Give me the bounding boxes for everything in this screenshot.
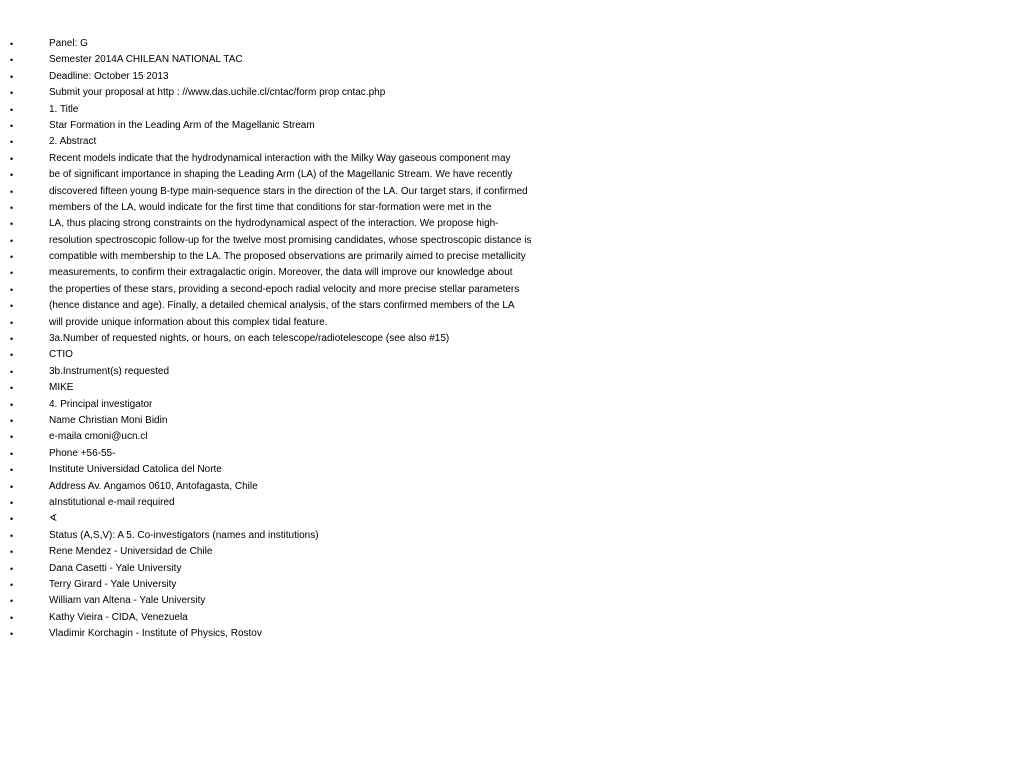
document-line — [0, 462, 1024, 478]
line-text: will provide unique information about this complex tidal feature. — [49, 316, 328, 328]
bullet-icon: • — [10, 530, 14, 541]
line-text: CTIO — [49, 349, 73, 361]
proposal-document — [0, 36, 1024, 642]
bullet-icon: • — [10, 514, 14, 525]
line-text: compatible with membership to the LA. The proposed observations are primarily aimed to precise metallicity — [49, 251, 526, 263]
line-text: the properties of these stars, providing a second-epoch radial velocity and more precise stellar parameters — [49, 283, 520, 295]
line-text: (hence distance and age). Finally, a detailed chemical analysis, of the stars confirmed members of the LA — [49, 300, 515, 312]
bullet-icon: • — [10, 366, 14, 377]
line-text: 3a.Number of requested nights, or hours, on each telescope/radiotelescope (see also #15) — [49, 333, 450, 345]
document-line — [0, 85, 1024, 101]
bullet-icon: • — [10, 596, 14, 607]
document-line — [0, 364, 1024, 380]
line-text: e-maila cmoni@ucn.cl — [49, 431, 148, 443]
bullet-icon: • — [10, 88, 14, 99]
bullet-icon: • — [10, 383, 14, 394]
document-line — [0, 249, 1024, 265]
bullet-icon: • — [10, 104, 14, 115]
document-line — [0, 495, 1024, 511]
line-text: Name Christian Moni Bidin — [49, 414, 168, 426]
line-text: 2. Abstract — [49, 136, 97, 148]
bullet-icon: • — [10, 334, 14, 345]
line-text: Submit your proposal at http : //www.das.uchile.cl/cntac/form prop cntac.php — [49, 87, 386, 99]
bullet-icon: • — [10, 219, 14, 230]
line-text: Star Formation in the Leading Arm of the Magellanic Stream — [49, 119, 315, 131]
bullet-icon: • — [10, 415, 14, 426]
bullet-icon: • — [10, 612, 14, 623]
line-text: ∢ — [49, 513, 58, 525]
bullet-icon: • — [10, 71, 14, 82]
document-line — [0, 102, 1024, 118]
document-line — [0, 200, 1024, 216]
bullet-icon: • — [10, 465, 14, 476]
line-text: Deadline: October 15 2013 — [49, 70, 169, 82]
document-line — [0, 593, 1024, 609]
document-line — [0, 184, 1024, 200]
line-text: William van Altena - Yale University — [49, 595, 206, 607]
line-text: Phone +56-55- — [49, 447, 116, 459]
document-line — [0, 626, 1024, 642]
document-line — [0, 134, 1024, 150]
bullet-icon: • — [10, 481, 14, 492]
line-text: Terry Girard - Yale University — [49, 578, 177, 590]
bullet-icon: • — [10, 202, 14, 213]
document-line — [0, 216, 1024, 232]
document-line — [0, 315, 1024, 331]
document-line — [0, 167, 1024, 183]
bullet-icon: • — [10, 120, 14, 131]
bullet-icon: • — [10, 252, 14, 263]
document-line — [0, 544, 1024, 560]
document-line — [0, 265, 1024, 281]
bullet-icon: • — [10, 284, 14, 295]
document-line — [0, 429, 1024, 445]
document-line — [0, 479, 1024, 495]
bullet-icon: • — [10, 186, 14, 197]
document-line — [0, 331, 1024, 347]
bullet-icon: • — [10, 547, 14, 558]
bullet-icon: • — [10, 301, 14, 312]
document-line — [0, 36, 1024, 52]
bullet-icon: • — [10, 579, 14, 590]
document-line — [0, 52, 1024, 68]
bullet-icon: • — [10, 448, 14, 459]
document-line — [0, 561, 1024, 577]
document-line — [0, 528, 1024, 544]
document-line — [0, 347, 1024, 363]
bullet-icon: • — [10, 350, 14, 361]
line-text: Institute Universidad Catolica del Norte — [49, 464, 222, 476]
line-text: Dana Casetti - Yale University — [49, 562, 182, 574]
document-line — [0, 151, 1024, 167]
document-line — [0, 282, 1024, 298]
line-text: 1. Title — [49, 103, 79, 115]
line-text: discovered fifteen young B-type main-sequence stars in the direction of the LA. Our target stars, if confirmed — [49, 185, 528, 197]
bullet-icon: • — [10, 268, 14, 279]
line-text: Rene Mendez - Universidad de Chile — [49, 546, 213, 558]
line-text: Semester 2014A CHILEAN NATIONAL TAC — [49, 54, 243, 66]
bullet-icon: • — [10, 317, 14, 328]
line-text: Vladimir Korchagin - Institute of Physics, Rostov — [49, 628, 262, 640]
document-line — [0, 610, 1024, 626]
line-text: LA, thus placing strong constraints on the hydrodynamical aspect of the interaction. We propose high- — [49, 218, 499, 230]
line-text: Panel: G — [49, 38, 88, 49]
bullet-icon: • — [10, 629, 14, 640]
line-text: 3b.Instrument(s) requested — [49, 365, 170, 377]
line-text: Status (A,S,V): A 5. Co-investigators (names and institutions) — [49, 529, 319, 541]
bullet-icon: • — [10, 137, 14, 148]
line-text: Recent models indicate that the hydrodynamical interaction with the Milky Way gaseous component may — [49, 152, 511, 164]
document-line — [0, 413, 1024, 429]
document-line — [0, 577, 1024, 593]
document-line — [0, 118, 1024, 134]
document-line — [0, 298, 1024, 314]
document-line — [0, 397, 1024, 413]
line-text: 4. Principal investigator — [49, 398, 153, 410]
bullet-icon: • — [10, 563, 14, 574]
bullet-icon: • — [10, 432, 14, 443]
bullet-icon: • — [10, 170, 14, 181]
line-text: MIKE — [49, 382, 74, 394]
line-text: aInstitutional e-mail required — [49, 496, 175, 508]
line-text: measurements, to confirm their extragalactic origin. Moreover, the data will improve our knowledge about — [49, 267, 513, 279]
line-text: Address Av. Angamos 0610, Antofagasta, Chile — [49, 480, 258, 492]
document-line — [0, 380, 1024, 396]
document-line — [0, 69, 1024, 85]
bullet-icon: • — [10, 153, 14, 164]
document-line — [0, 233, 1024, 249]
bullet-icon: • — [10, 39, 14, 49]
line-text: resolution spectroscopic follow-up for the twelve most promising candidates, whose spectroscopic distance is — [49, 234, 532, 246]
bullet-icon: • — [10, 55, 14, 66]
document-line — [0, 446, 1024, 462]
bullet-icon: • — [10, 497, 14, 508]
line-text: Kathy Vieira - CIDA, Venezuela — [49, 611, 188, 623]
bullet-icon: • — [10, 399, 14, 410]
bullet-icon: • — [10, 235, 14, 246]
line-text: be of significant importance in shaping the Leading Arm (LA) of the Magellanic Stream. We have recently — [49, 169, 513, 181]
document-line — [0, 511, 1024, 527]
line-text: members of the LA, would indicate for the first time that conditions for star-formation were met in the — [49, 201, 492, 213]
